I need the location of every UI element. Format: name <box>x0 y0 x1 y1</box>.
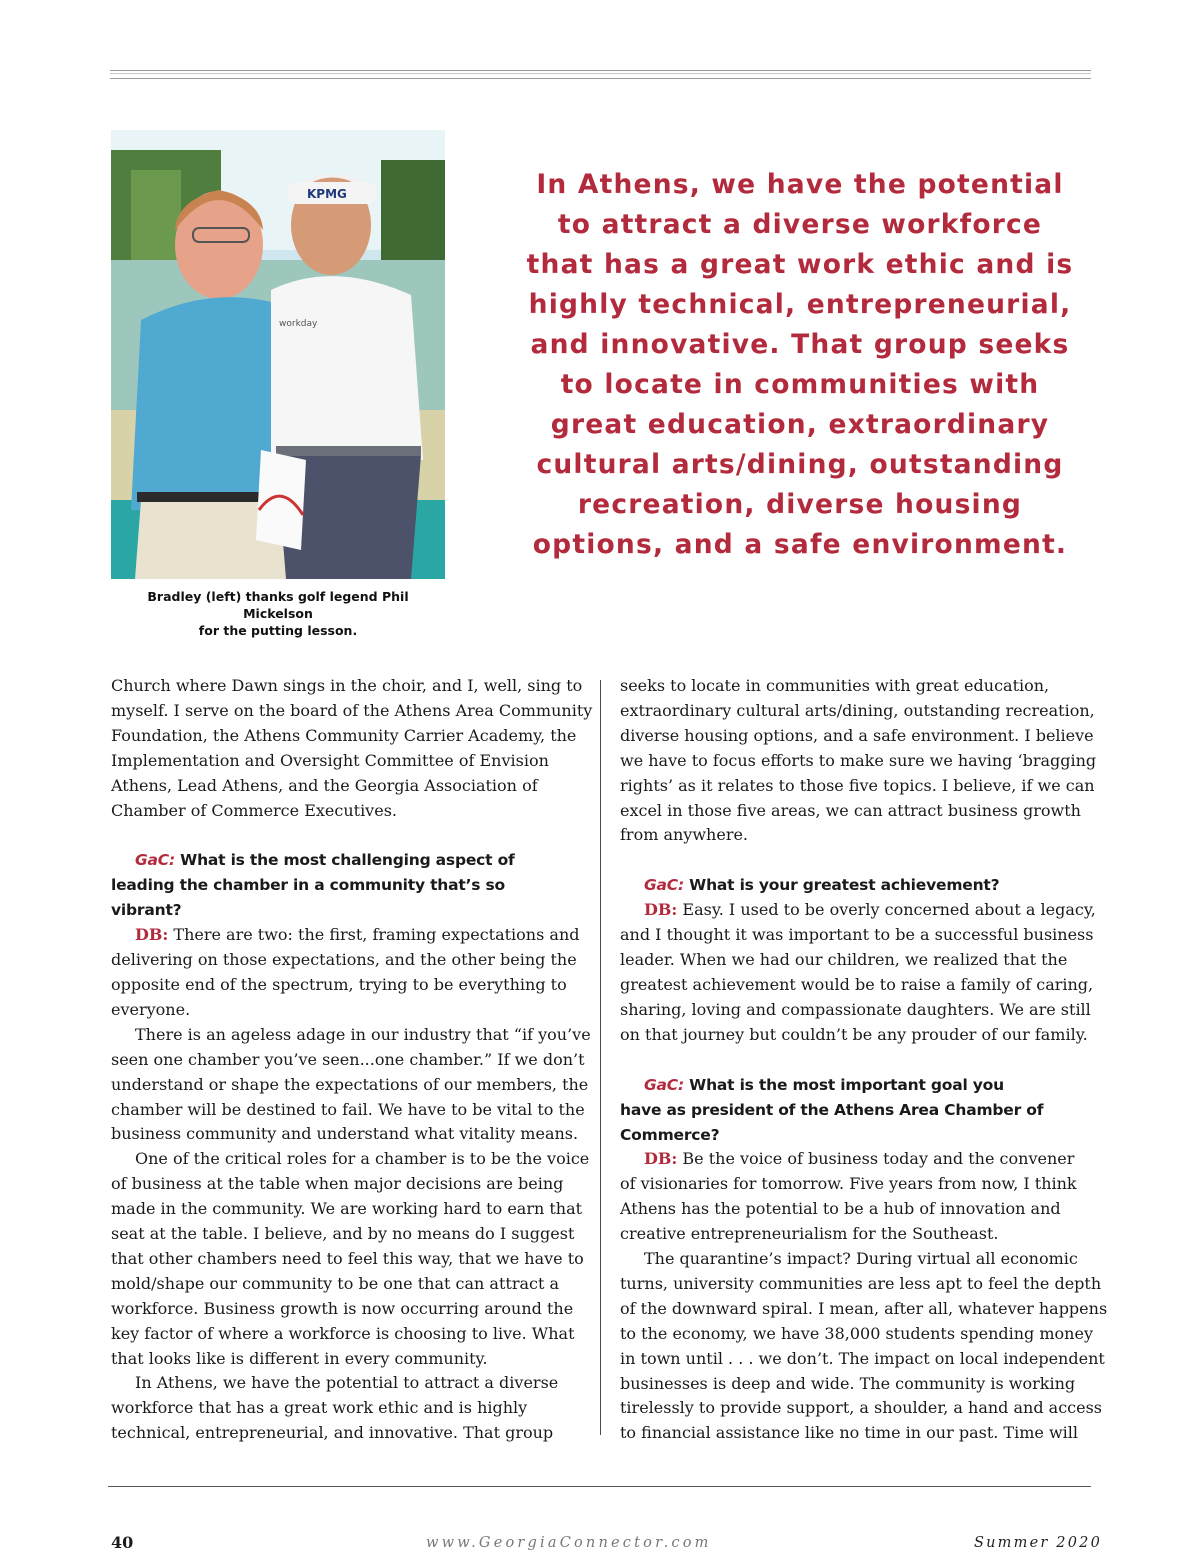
text-line: sharing, loving and compassionate daughters. We are still <box>620 999 1091 1019</box>
text-line: Foundation, the Athens Community Carrier Academy, the <box>111 725 577 745</box>
text-line: business community and understand what vitality means. <box>111 1124 579 1144</box>
website-link[interactable]: www.GeorgiaConnector.com <box>426 1535 712 1551</box>
text-line: made in the community. We are working hard to earn that <box>111 1199 583 1219</box>
question-text: Commerce? <box>620 1125 720 1144</box>
question-text: What is your greatest achievement? <box>689 876 1000 895</box>
spacer <box>111 823 581 848</box>
paragraph <box>111 1371 581 1446</box>
question-text: What is the most important goal you <box>689 1075 1004 1094</box>
text-line: Athens has the potential to be a hub of innovation and <box>620 1199 1061 1219</box>
text-line: extraordinary cultural arts/dining, outstanding recreation, <box>620 700 1095 720</box>
text-line: leader. When we had our children, we realized that the <box>620 950 1068 970</box>
text-line: mold/shape our community to be one that can attract a <box>111 1273 560 1293</box>
photo-caption <box>111 588 445 639</box>
answer-text: There are two: the first, framing expectations and <box>173 925 580 945</box>
text-line: understand or shape the expectations of our members, the <box>111 1074 589 1094</box>
paragraph <box>111 1147 590 1371</box>
spacer <box>620 848 1092 873</box>
paragraph <box>111 674 593 823</box>
answer <box>620 898 1096 1047</box>
text-line: to financial assistance like no time in our past. Time will <box>620 1423 1078 1443</box>
answer-text: Easy. I used to be overly concerned about a legacy, <box>682 900 1096 920</box>
question-text: have as president of the Athens Area Chamber of <box>620 1100 1044 1119</box>
pull-quote-line: that has a great work ethic and is <box>526 249 1074 280</box>
text-line: that looks like is different in every community. <box>111 1348 488 1368</box>
db-label: DB: <box>644 1149 678 1169</box>
gac-label: GaC: <box>644 876 684 895</box>
text-line: of the downward spiral. I mean, after all, whatever happens <box>620 1298 1108 1318</box>
gac-label: GaC: <box>644 1075 684 1094</box>
question-text: What is the most challenging aspect of <box>180 851 515 870</box>
text-line: we have to focus efforts to make sure we having ‘bragging <box>620 750 1097 770</box>
text-line: creative entrepreneurialism for the Southeast. <box>620 1224 999 1244</box>
paragraph <box>111 1023 591 1148</box>
text-line: The quarantine’s impact? During virtual all economic <box>644 1249 1078 1269</box>
right-column <box>620 674 1108 1446</box>
question <box>620 873 1092 898</box>
pull-quote <box>505 165 1095 565</box>
text-line: seen one chamber you’ve seen...one chamber.” If we don’t <box>111 1049 585 1069</box>
spacer <box>620 1048 1092 1073</box>
text-line: chamber will be destined to fail. We have to be vital to the <box>111 1099 585 1119</box>
cap-logo-text: KPMG <box>307 187 347 201</box>
text-line: in town until . . . we don’t. The impact on local independent <box>620 1348 1105 1368</box>
pull-quote-line: highly technical, entrepreneurial, <box>528 289 1072 320</box>
text-line: on that journey but couldn’t be any prouder of our family. <box>620 1024 1088 1044</box>
text-line: Church where Dawn sings in the choir, and I, well, sing to <box>111 676 583 695</box>
question <box>620 1073 1092 1148</box>
text-line: greatest achievement would be to raise a family of caring, <box>620 974 1094 994</box>
caption-line: for the putting lesson. <box>198 623 358 638</box>
text-line: businesses is deep and wide. The community is working <box>620 1373 1076 1393</box>
photo-bradley-mickelson <box>111 130 445 579</box>
question-text: vibrant? <box>111 901 182 920</box>
pull-quote-line: options, and a safe environment. <box>532 529 1068 560</box>
left-column <box>111 674 593 1446</box>
paragraph <box>620 674 1097 848</box>
text-line: to the economy, we have 38,000 students spending money <box>620 1323 1093 1343</box>
db-label: DB: <box>135 925 169 945</box>
column-divider <box>600 680 601 1435</box>
footer-rule <box>108 1486 1091 1487</box>
text-line: technical, entrepreneurial, and innovative. That group <box>111 1423 554 1443</box>
text-line: myself. I serve on the board of the Athens Area Community <box>111 700 593 720</box>
issue-label: Summer 2020 <box>974 1535 1102 1551</box>
text-line: of visionaries for tomorrow. Five years from now, I think <box>620 1174 1077 1194</box>
text-line: seat at the table. I believe, and by no means do I suggest <box>111 1224 575 1244</box>
pull-quote-line: cultural arts/dining, outstanding <box>536 449 1064 480</box>
text-line: Chamber of Commerce Executives. <box>111 800 397 820</box>
question-text: leading the chamber in a community that’s so <box>111 876 505 895</box>
text-line: delivering on those expectations, and the other being the <box>111 950 577 970</box>
pull-quote-line: to locate in communities with <box>560 369 1040 400</box>
text-line: Implementation and Oversight Committee of Envision <box>111 750 549 770</box>
caption-line: Bradley (left) thanks golf legend Phil Mickelson <box>147 589 409 621</box>
text-line: diverse housing options, and a safe environment. I believe <box>620 725 1094 745</box>
text-line: Athens, Lead Athens, and the Georgia Association of <box>111 775 538 795</box>
text-line: rights’ as it relates to those five topics. I believe, if we can <box>620 775 1095 795</box>
text-line: There is an ageless adage in our industry that “if you’ve <box>135 1024 591 1044</box>
text-line: In Athens, we have the potential to attract a diverse <box>135 1373 559 1393</box>
pull-quote-line: and innovative. That group seeks <box>530 329 1070 360</box>
pull-quote-line: In Athens, we have the potential <box>536 169 1064 200</box>
text-line: One of the critical roles for a chamber is to be the voice <box>135 1149 590 1169</box>
page-number: 40 <box>111 1533 134 1552</box>
answer <box>620 1147 1092 1247</box>
pull-quote-line: recreation, diverse housing <box>577 489 1023 520</box>
paragraph <box>620 1247 1108 1446</box>
text-line: seeks to locate in communities with great education, <box>620 676 1050 695</box>
text-line: opposite end of the spectrum, trying to be everything to <box>111 974 567 994</box>
text-line: from anywhere. <box>620 825 749 845</box>
answer <box>111 923 581 1023</box>
question <box>111 848 581 923</box>
text-line: tirelessly to provide support, a shoulder, a hand and access <box>620 1398 1103 1418</box>
text-line: and I thought it was important to be a successful business <box>620 925 1094 945</box>
answer-text: Be the voice of business today and the convener <box>682 1149 1075 1169</box>
text-line: key factor of where a workforce is choosing to live. What <box>111 1323 575 1343</box>
pull-quote-line: to attract a diverse workforce <box>557 209 1043 240</box>
text-line: excel in those five areas, we can attract business growth <box>620 800 1081 820</box>
shirt-logo-text: workday <box>279 319 318 329</box>
text-line: turns, university communities are less apt to feel the depth <box>620 1273 1102 1293</box>
text-line: of business at the table when major decisions are being <box>111 1174 564 1194</box>
top-rule <box>110 70 1091 79</box>
text-line: workforce. Business growth is now occurring around the <box>111 1298 574 1318</box>
db-label: DB: <box>644 900 678 920</box>
text-line: that other chambers need to feel this way, that we have to <box>111 1248 584 1268</box>
pull-quote-line: great education, extraordinary <box>550 409 1050 440</box>
text-line: workforce that has a great work ethic and is highly <box>111 1398 528 1418</box>
text-line: everyone. <box>111 999 191 1019</box>
gac-label: GaC: <box>135 851 175 870</box>
